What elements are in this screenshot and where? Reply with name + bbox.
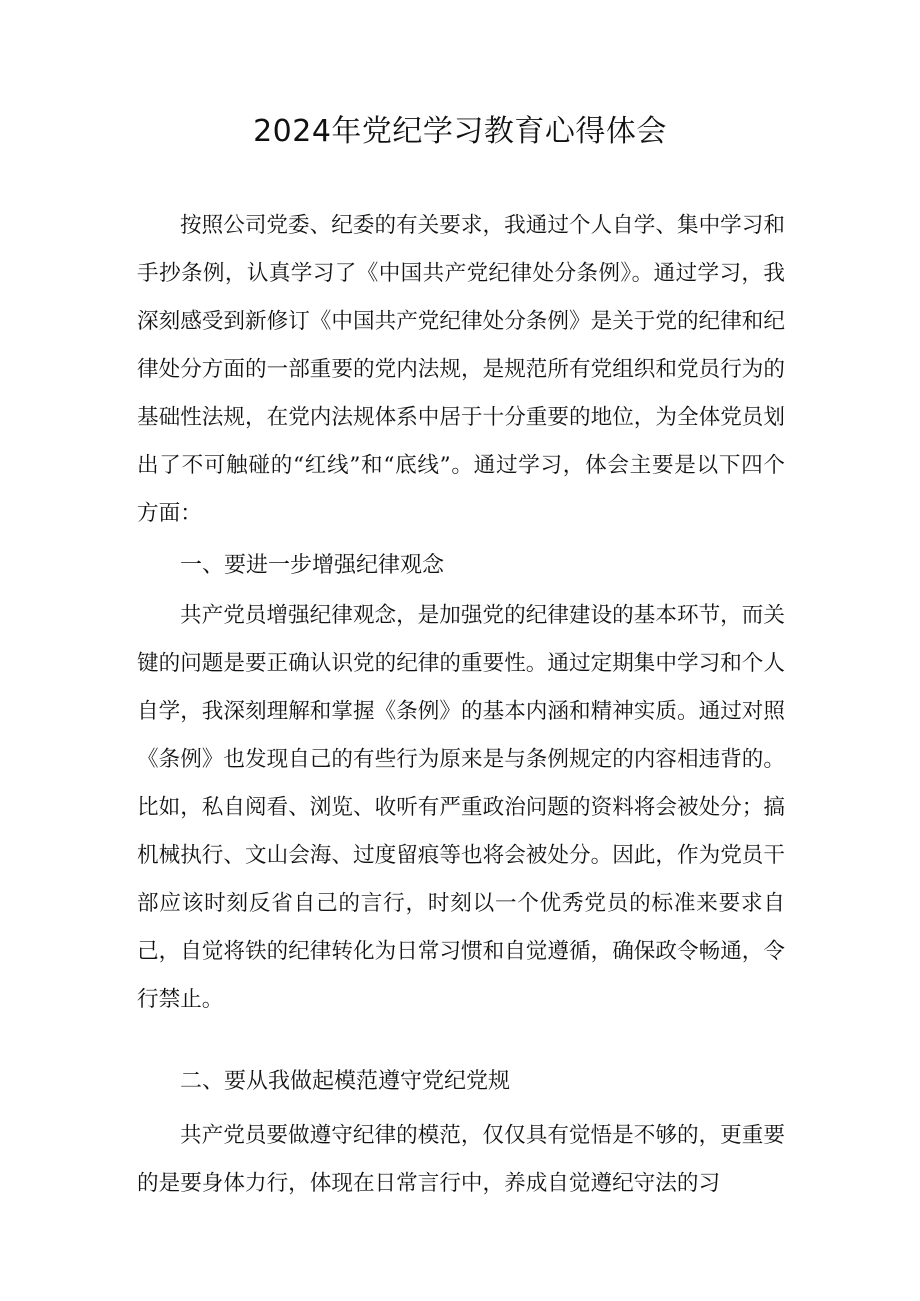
section-heading-1: 一、要进一步增强纪律观念 <box>180 553 445 578</box>
section-heading-2: 二、要从我做起模范遵守党纪党规 <box>180 1069 511 1094</box>
intro-paragraph: 按照公司党委、纪委的有关要求，我通过个人自学、集中学习和手抄条例，认真学习了《中国共产党纪律处分条例》。通过学习，我深刻感受到新修订《中国共产党纪律处分条例》是关于党的纪律和纪律处分方面的一部重要的党内法规，是规范所有党组织和党员行为的基础性法规，在党内法规体系中居于十分重要的地位，为全体党员划出了不可触碰的“红线”和“底线”。通过学习，体会主要是以下四个方面： <box>137 213 785 526</box>
document-title: 2024年党纪学习教育心得体会 <box>253 114 667 149</box>
section-1-paragraph: 共产党员增强纪律观念，是加强党的纪律建设的基本环节，而关键的问题是要正确认识党的纪律的重要性。通过定期集中学习和个人自学，我深刻理解和掌握《条例》的基本内涵和精神实质。通过对照《条例》也发现自己的有些行为原来是与条例规定的内容相违背的。比如，私自阅看、浏览、收听有严重政治问题的资料将会被处分；搞机械执行、文山会海、过度留痕等也将会被处分。因此，作为党员干部应该时刻反省自己的言行，时刻以一个优秀党员的标准来要求自己，自觉将铁的纪律转化为日常习惯和自觉遵循，确保政令畅通，令行禁止。 <box>137 603 785 1012</box>
section-2-paragraph: 共产党员要做遵守纪律的模范，仅仅具有觉悟是不够的，更重要的是要身体力行，体现在日常言行中，养成自觉遵纪守法的习 <box>137 1123 785 1196</box>
